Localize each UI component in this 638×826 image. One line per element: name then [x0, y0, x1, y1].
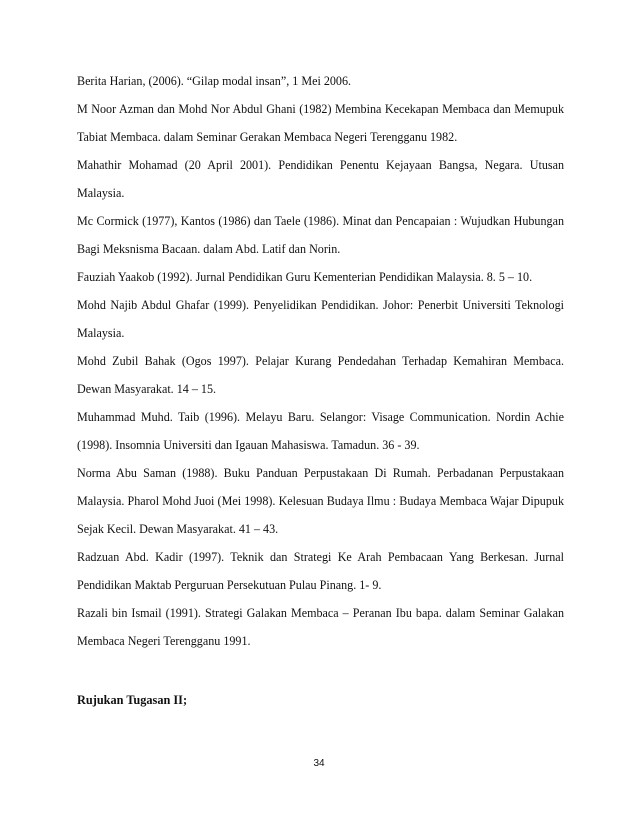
reference-entry: Mohd Zubil Bahak (Ogos 1997). Pelajar Kurang Pendedahan Terhadap Kemahiran Membaca. Dewan Masyarakat. 14 – 15. [77, 354, 564, 396]
reference-entry: M Noor Azman dan Mohd Nor Abdul Ghani (1982) Membina Kecekapan Membaca dan Memupuk Tabiat Membaca. dalam Seminar Gerakan Membaca Negeri Terengganu 1982. [77, 102, 564, 144]
reference-entry: Norma Abu Saman (1988). Buku Panduan Perpustakaan Di Rumah. Perbadanan Perpustakaan Malaysia. Pharol Mohd Juoi (Mei 1998). Kelesuan Budaya Ilmu : Budaya Membaca Wajar Dipupuk Sejak Kecil. Dewan Masyarakat. 41 – 43. [77, 466, 564, 536]
reference-entry: Razali bin Ismail (1991). Strategi Galakan Membaca – Peranan Ibu bapa. dalam Seminar Galakan Membaca Negeri Terengganu 1991. [77, 606, 564, 648]
reference-list [77, 67, 564, 655]
reference-entry: Mc Cormick (1977), Kantos (1986) dan Taele (1986). Minat dan Pencapaian : Wujudkan Hubungan Bagi Meksnisma Bacaan. dalam Abd. Latif dan Norin. [77, 214, 564, 256]
section-heading: Rujukan Tugasan II; [77, 693, 188, 707]
reference-entry: Fauziah Yaakob (1992). Jurnal Pendidikan Guru Kementerian Pendidikan Malaysia. 8. 5 – 10. [77, 270, 533, 284]
reference-entry: Radzuan Abd. Kadir (1997). Teknik dan Strategi Ke Arah Pembacaan Yang Berkesan. Jurnal Pendidikan Maktab Perguruan Persekutuan Pulau Pinang. 1- 9. [77, 550, 564, 592]
reference-entry: Berita Harian, (2006). “Gilap modal insan”, 1 Mei 2006. [77, 74, 352, 88]
page-number: 34 [313, 758, 325, 769]
reference-entry: Muhammad Muhd. Taib (1996). Melayu Baru. Selangor: Visage Communication. Nordin Achie (1998). Insomnia Universiti dan Igauan Mahasiswa. Tamadun. 36 - 39. [77, 410, 564, 452]
reference-entry: Mohd Najib Abdul Ghafar (1999). Penyelidikan Pendidikan. Johor: Penerbit Universiti Teknologi Malaysia. [77, 298, 564, 340]
reference-entry: Mahathir Mohamad (20 April 2001). Pendidikan Penentu Kejayaan Bangsa, Negara. Utusan Malaysia. [77, 158, 564, 200]
